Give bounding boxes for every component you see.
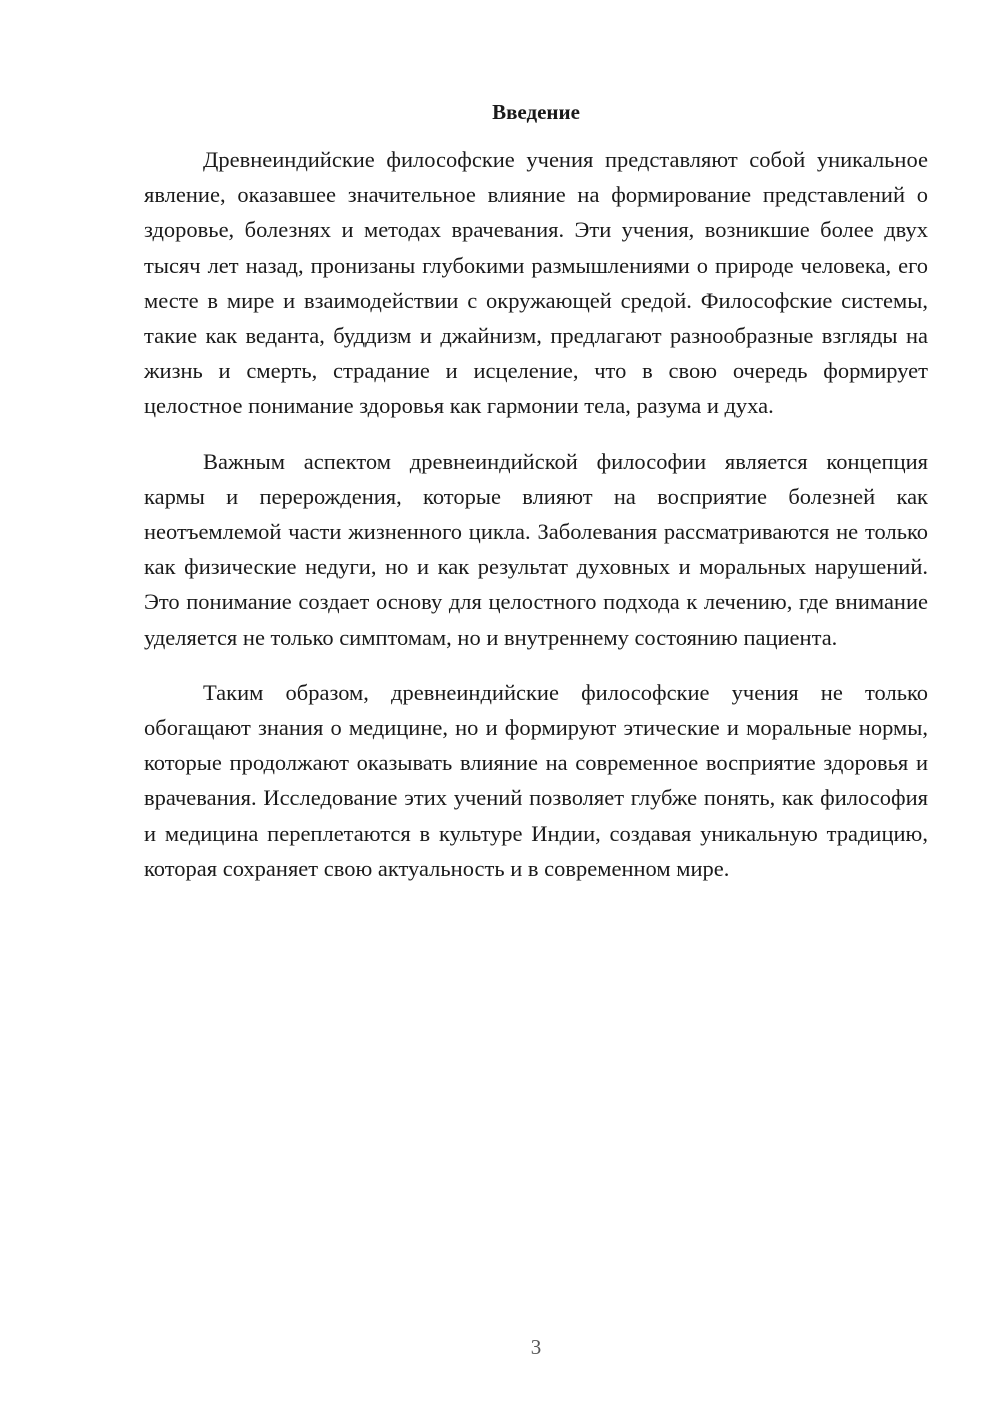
body-text (144, 142, 928, 906)
paragraph-3: Таким образом, древнеиндийские философские учения не только обогащают знания о медицине, но и формируют этические и моральные нормы, которые продолжают оказывать влияние на современное восприятие здоровья и врачевания. Исследование этих учений позволяет глубже понять, как философия и медицина переплетаются в культуре Индии, создавая уникальную традицию, которая сохраняет свою актуальность и в современном мире. (144, 679, 928, 881)
paragraph-2: Важным аспектом древнеиндийской философии является концепция кармы и перерождения, которые влияют на восприятие болезней как неотъемлемой части жизненного цикла. Заболевания рассматриваются не только как физические недуги, но и как результат духовных и моральных нарушений. Это понимание создает основу для целостного подхода к лечению, где внимание уделяется не только симптомам, но и внутреннему состоянию пациента. (144, 448, 928, 650)
section-title: Введение (492, 100, 580, 124)
page-number: 3 (530, 1335, 542, 1359)
paragraph-1: Древнеиндийские философские учения представляют собой уникальное явление, оказавшее значительное влияние на формирование представлений о здоровье, болезнях и методах врачевания. Эти учения, возникшие более двух тысяч лет назад, пронизаны глубокими размышлениями о природе человека, его месте в мире и взаимодействии с окружающей средой. Философские системы, такие как веданта, буддизм и джайнизм, предлагают разнообразные взгляды на жизнь и смерть, страдание и исцеление, что в свою очередь формирует целостное понимание здоровья как гармонии тела, разума и духа. (144, 147, 928, 419)
